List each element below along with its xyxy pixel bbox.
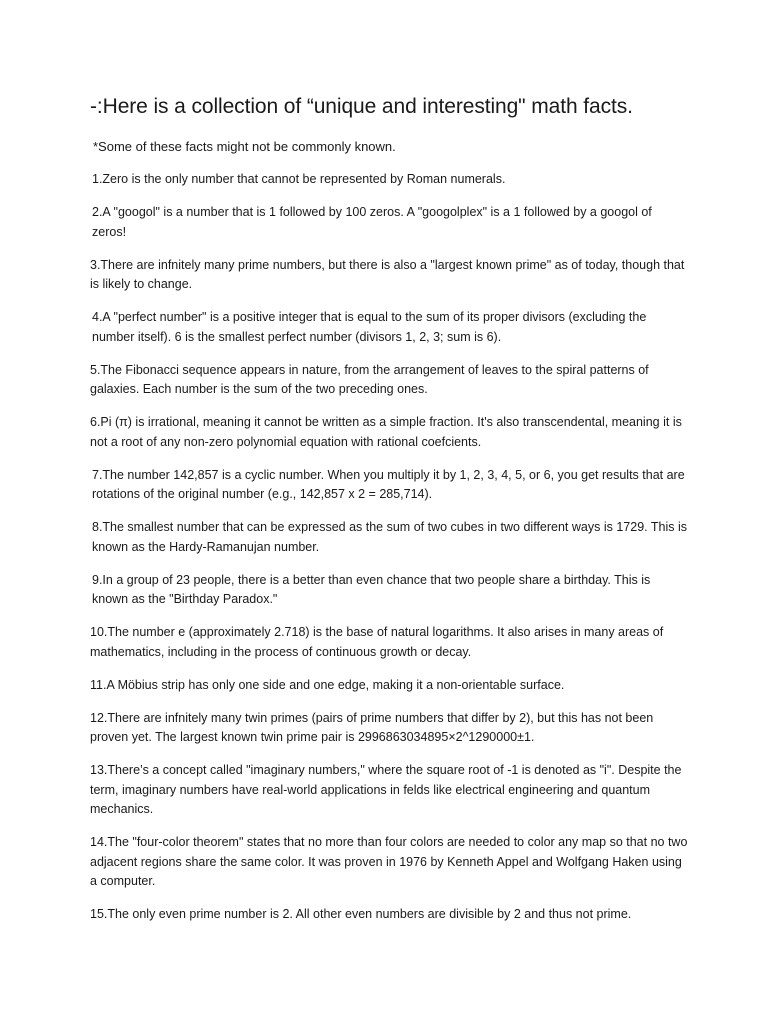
- fact-item: 14.The "four-color theorem" states that no more than four colors are needed to color any map so that no two adjacent regions share the same color. It was proven in 1976 by Kenneth Appel and Wolfgang Haken using a computer.: [90, 835, 688, 888]
- fact-item: 6.Pi (π) is irrational, meaning it cannot be written as a simple fraction. It's also transcendental, meaning it is not a root of any non-zero polynomial equation with rational coefcients.: [90, 415, 682, 449]
- fact-item: 4.A "perfect number" is a positive integer that is equal to the sum of its proper divisors (excluding the number itself). 6 is the smallest perfect number (divisors 1, 2, 3; sum is 6).: [92, 310, 647, 344]
- fact-item: 8.The smallest number that can be expressed as the sum of two cubes in two different ways is 1729. This is known as the Hardy-Ramanujan number.: [92, 520, 687, 554]
- fact-item: 7.The number 142,857 is a cyclic number. When you multiply it by 1, 2, 3, 4, 5, or 6, you get results that are rotations of the original number (e.g., 142,857 x 2 = 285,714).: [92, 467, 685, 501]
- fact-item: 12.There are infnitely many twin primes (pairs of prime numbers that differ by 2), but this has not been proven yet. The largest known twin prime pair is 2996863034895×2^1290000±1.: [90, 710, 654, 744]
- fact-item: 13.There’s a concept called "imaginary numbers," where the square root of -1 is denoted as "i". Despite the term, imaginary numbers have real-world applications in felds like electrical engineering and quantum mechanics.: [90, 763, 682, 816]
- fact-item: 15.The only even prime number is 2. All other even numbers are divisible by 2 and thus not prime.: [90, 907, 632, 921]
- fact-item: 3.There are infnitely many prime numbers, but there is also a "largest known prime" as of today, though that is likely to change.: [90, 257, 685, 291]
- fact-item: 5.The Fibonacci sequence appears in nature, from the arrangement of leaves to the spiral patterns of galaxies. Each number is the sum of the two preceding ones.: [90, 362, 649, 396]
- fact-item: 9.In a group of 23 people, there is a better than even chance that two people share a birthday. This is known as the "Birthday Paradox.": [92, 572, 651, 606]
- fact-item: 1.Zero is the only number that cannot be represented by Roman numerals.: [92, 172, 506, 186]
- fact-item: 11.A Möbius strip has only one side and one edge, making it a non-orientable surface.: [90, 677, 565, 692]
- document-note: *Some of these facts might not be commonly known.: [93, 139, 396, 154]
- document-title: -:Here is a collection of “unique and interesting" math facts.: [90, 95, 633, 118]
- fact-item: 2.A "googol" is a number that is 1 followed by 100 zeros. A "googolplex" is a 1 followed by a googol of zeros!: [92, 205, 652, 239]
- facts-list: [90, 170, 688, 925]
- fact-item: 10.The number e (approximately 2.718) is the base of natural logarithms. It also arises in many areas of mathematics, including in the process of continuous growth or decay.: [90, 625, 664, 659]
